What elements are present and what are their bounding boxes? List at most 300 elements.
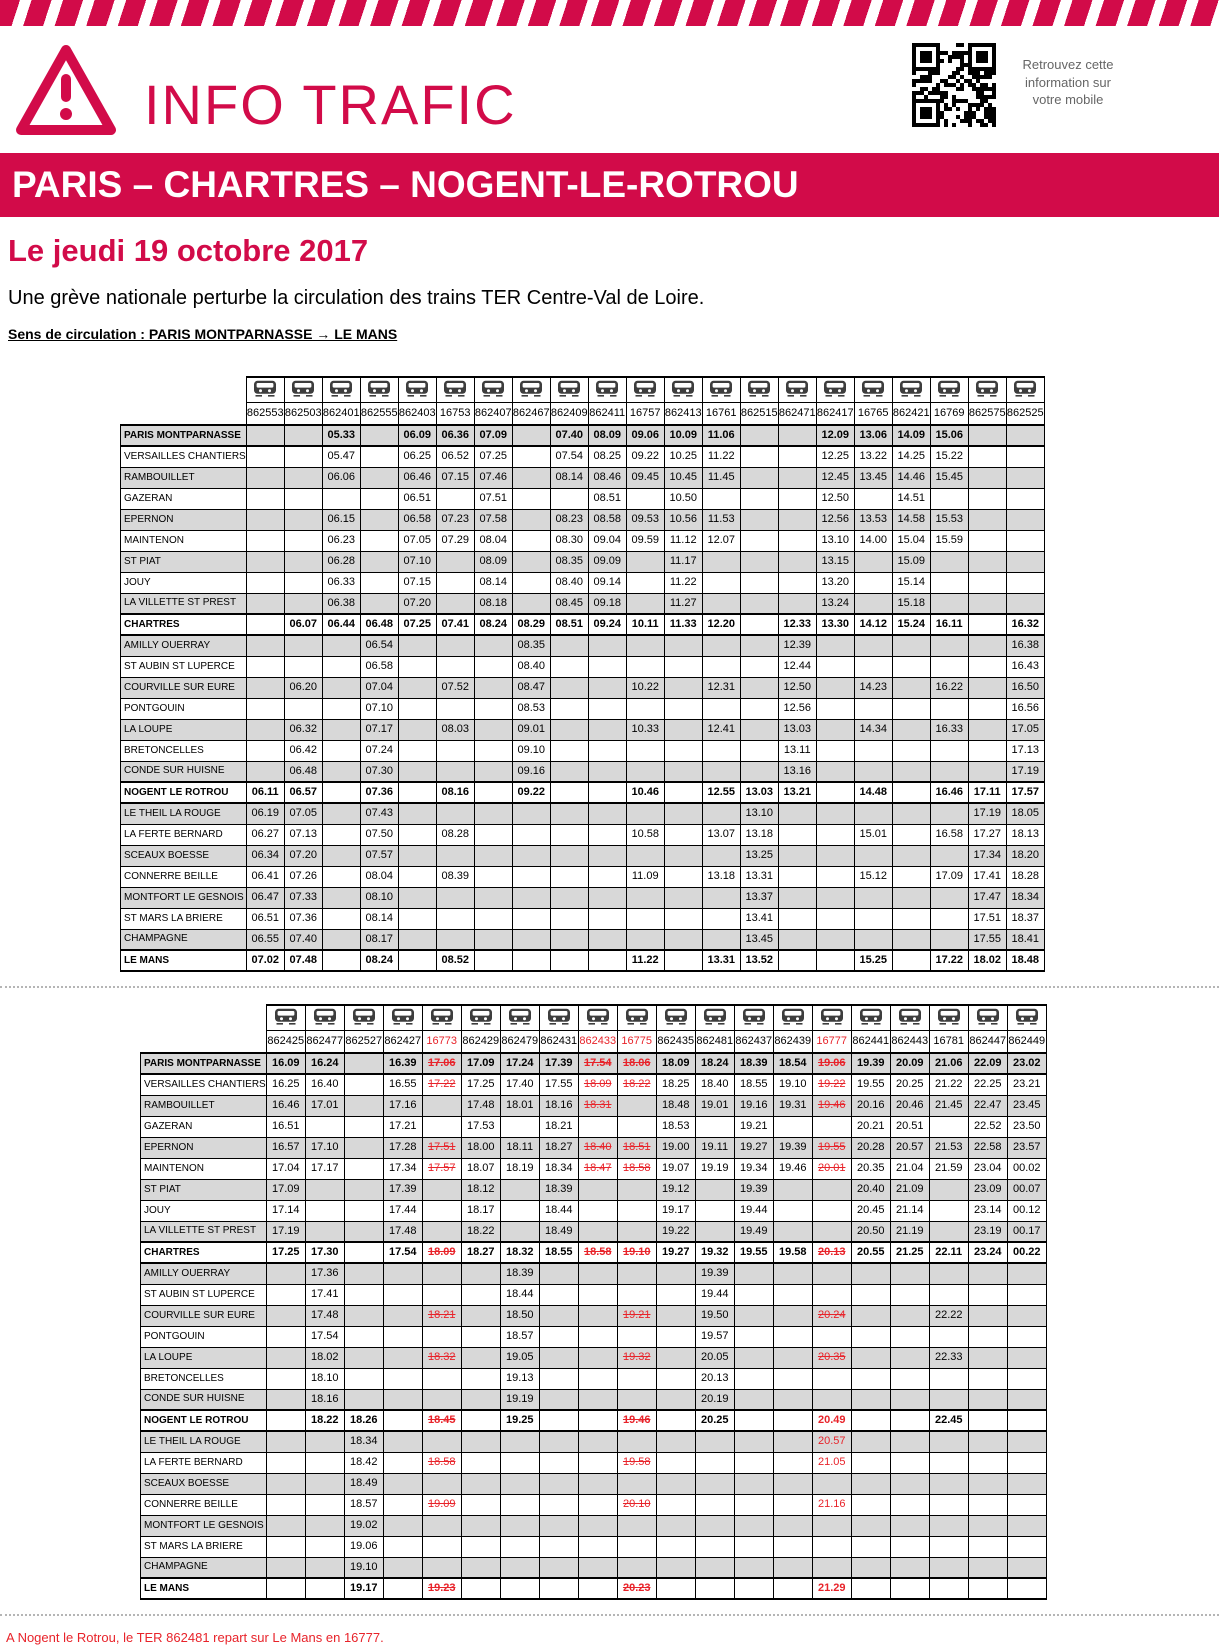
station-label: PONTGOUIN bbox=[141, 1326, 267, 1347]
time-cell: 13.18 bbox=[740, 824, 778, 845]
time-cell bbox=[734, 1410, 773, 1431]
time-cell bbox=[968, 740, 1006, 761]
station-row bbox=[121, 698, 1045, 719]
time-cell bbox=[930, 761, 968, 782]
station-row bbox=[141, 1284, 1047, 1305]
time-cell bbox=[890, 1326, 929, 1347]
station-label: MONTFORT LE GESNOIS bbox=[121, 887, 247, 908]
station-label: GAZERAN bbox=[141, 1116, 267, 1137]
time-cell bbox=[702, 593, 740, 614]
time-cell: 19.11 bbox=[695, 1137, 734, 1158]
time-cell: 20.09 bbox=[890, 1053, 929, 1074]
time-cell bbox=[1007, 1410, 1046, 1431]
time-cell bbox=[968, 551, 1006, 572]
time-cell bbox=[890, 1305, 929, 1326]
time-cell bbox=[422, 1284, 461, 1305]
time-cell: 19.58 bbox=[773, 1242, 812, 1263]
time-cell: 17.51 bbox=[422, 1137, 461, 1158]
time-cell bbox=[383, 1494, 422, 1515]
time-cell bbox=[773, 1368, 812, 1389]
time-cell bbox=[588, 803, 626, 824]
time-cell: 07.29 bbox=[436, 530, 474, 551]
time-cell bbox=[929, 1263, 968, 1284]
train-number: 862503 bbox=[284, 402, 322, 425]
time-cell bbox=[550, 866, 588, 887]
time-cell: 19.06 bbox=[344, 1536, 383, 1557]
time-cell: 22.58 bbox=[968, 1137, 1007, 1158]
time-cell bbox=[702, 656, 740, 677]
time-cell bbox=[398, 782, 436, 803]
time-cell bbox=[266, 1452, 305, 1473]
time-cell bbox=[854, 887, 892, 908]
time-cell: 00.07 bbox=[1007, 1179, 1046, 1200]
time-cell: 18.53 bbox=[656, 1116, 695, 1137]
time-cell bbox=[968, 1557, 1007, 1578]
time-cell bbox=[474, 824, 512, 845]
time-cell bbox=[550, 950, 588, 971]
time-cell bbox=[892, 740, 930, 761]
train-icon-cell bbox=[461, 1005, 500, 1030]
time-cell bbox=[539, 1452, 578, 1473]
time-cell bbox=[702, 551, 740, 572]
time-cell: 17.40 bbox=[500, 1074, 539, 1095]
time-cell bbox=[1006, 530, 1044, 551]
train-icon bbox=[481, 380, 505, 397]
time-cell: 06.06 bbox=[322, 467, 360, 488]
time-cell: 18.39 bbox=[734, 1053, 773, 1074]
time-cell: 18.09 bbox=[656, 1053, 695, 1074]
time-cell bbox=[305, 1431, 344, 1452]
time-cell bbox=[851, 1347, 890, 1368]
time-cell: 15.14 bbox=[892, 572, 930, 593]
time-cell: 18.50 bbox=[500, 1305, 539, 1326]
time-cell bbox=[695, 1473, 734, 1494]
time-cell bbox=[383, 1578, 422, 1599]
time-cell: 18.01 bbox=[500, 1095, 539, 1116]
time-cell bbox=[816, 950, 854, 971]
date-heading: Le jeudi 19 octobre 2017 bbox=[8, 233, 369, 268]
time-cell: 06.07 bbox=[284, 614, 322, 635]
train-icon-cell bbox=[929, 1005, 968, 1030]
time-cell: 14.25 bbox=[892, 446, 930, 467]
time-cell bbox=[702, 572, 740, 593]
time-cell: 19.12 bbox=[656, 1179, 695, 1200]
station-label: MAINTENON bbox=[141, 1158, 267, 1179]
station-label: ST PIAT bbox=[141, 1179, 267, 1200]
time-cell bbox=[695, 1578, 734, 1599]
time-cell bbox=[617, 1557, 656, 1578]
train-icon-cell bbox=[851, 1005, 890, 1030]
time-cell: 17.17 bbox=[305, 1158, 344, 1179]
time-cell: 17.16 bbox=[383, 1095, 422, 1116]
station-label: CHARTRES bbox=[121, 614, 247, 635]
time-cell: 20.25 bbox=[695, 1410, 734, 1431]
time-cell bbox=[778, 929, 816, 950]
time-cell bbox=[578, 1116, 617, 1137]
time-cell bbox=[398, 698, 436, 719]
train-number: 862449 bbox=[1007, 1030, 1046, 1053]
time-cell: 12.50 bbox=[778, 677, 816, 698]
time-cell: 06.44 bbox=[322, 614, 360, 635]
time-cell: 14.34 bbox=[854, 719, 892, 740]
train-icon-cell bbox=[1006, 377, 1044, 402]
time-cell bbox=[512, 929, 550, 950]
train-icon bbox=[664, 1008, 688, 1025]
train-icon-cell bbox=[1007, 1005, 1046, 1030]
time-cell: 09.14 bbox=[588, 572, 626, 593]
time-cell bbox=[246, 446, 284, 467]
time-cell bbox=[436, 488, 474, 509]
time-cell bbox=[968, 467, 1006, 488]
time-cell bbox=[578, 1410, 617, 1431]
time-cell: 18.13 bbox=[1006, 824, 1044, 845]
time-cell: 17.24 bbox=[500, 1053, 539, 1074]
time-cell bbox=[778, 530, 816, 551]
time-cell bbox=[500, 1200, 539, 1221]
time-cell: 19.09 bbox=[422, 1494, 461, 1515]
time-cell bbox=[322, 635, 360, 656]
time-cell bbox=[539, 1263, 578, 1284]
time-cell: 11.09 bbox=[626, 866, 664, 887]
time-cell bbox=[436, 635, 474, 656]
time-cell bbox=[588, 908, 626, 929]
station-row bbox=[141, 1305, 1047, 1326]
time-cell bbox=[664, 719, 702, 740]
train-number: 862429 bbox=[461, 1030, 500, 1053]
time-cell bbox=[344, 1221, 383, 1242]
time-cell bbox=[422, 1200, 461, 1221]
time-cell: 23.45 bbox=[1007, 1095, 1046, 1116]
time-cell bbox=[851, 1368, 890, 1389]
time-cell bbox=[383, 1305, 422, 1326]
time-cell bbox=[740, 551, 778, 572]
time-cell bbox=[500, 1179, 539, 1200]
time-cell bbox=[360, 509, 398, 530]
time-cell bbox=[500, 1557, 539, 1578]
time-cell bbox=[383, 1473, 422, 1494]
time-cell bbox=[656, 1557, 695, 1578]
station-label: CHAMPAGNE bbox=[121, 929, 247, 950]
time-cell bbox=[773, 1494, 812, 1515]
time-cell: 11.22 bbox=[626, 950, 664, 971]
time-cell bbox=[656, 1515, 695, 1536]
time-cell bbox=[422, 1179, 461, 1200]
time-cell bbox=[816, 782, 854, 803]
time-cell: 00.02 bbox=[1007, 1158, 1046, 1179]
time-cell bbox=[500, 1578, 539, 1599]
time-cell bbox=[512, 572, 550, 593]
time-cell: 07.48 bbox=[284, 950, 322, 971]
time-cell: 17.19 bbox=[1006, 761, 1044, 782]
time-cell: 17.06 bbox=[422, 1053, 461, 1074]
station-row bbox=[141, 1536, 1047, 1557]
time-cell: 19.17 bbox=[656, 1200, 695, 1221]
time-cell: 08.04 bbox=[474, 530, 512, 551]
time-cell: 16.46 bbox=[930, 782, 968, 803]
time-cell bbox=[626, 656, 664, 677]
station-row bbox=[121, 635, 1045, 656]
time-cell: 19.46 bbox=[773, 1158, 812, 1179]
station-label: CONDE SUR HUISNE bbox=[141, 1389, 267, 1410]
time-cell bbox=[398, 950, 436, 971]
time-cell bbox=[851, 1305, 890, 1326]
time-cell bbox=[305, 1473, 344, 1494]
time-cell bbox=[588, 824, 626, 845]
time-cell bbox=[892, 782, 930, 803]
time-cell bbox=[778, 446, 816, 467]
time-cell: 08.51 bbox=[550, 614, 588, 635]
time-cell bbox=[539, 1410, 578, 1431]
time-cell bbox=[398, 887, 436, 908]
time-cell: 19.55 bbox=[851, 1074, 890, 1095]
time-cell bbox=[422, 1221, 461, 1242]
time-cell bbox=[968, 509, 1006, 530]
time-cell: 08.10 bbox=[360, 887, 398, 908]
station-row bbox=[121, 656, 1045, 677]
time-cell bbox=[816, 635, 854, 656]
station-label: AMILLY OUERRAY bbox=[141, 1263, 267, 1284]
time-cell: 08.16 bbox=[436, 782, 474, 803]
time-cell: 19.01 bbox=[695, 1095, 734, 1116]
station-row bbox=[141, 1053, 1047, 1074]
time-cell bbox=[702, 488, 740, 509]
time-cell: 19.27 bbox=[656, 1242, 695, 1263]
time-cell bbox=[664, 782, 702, 803]
time-cell bbox=[383, 1389, 422, 1410]
time-cell bbox=[734, 1263, 773, 1284]
time-cell: 22.25 bbox=[968, 1074, 1007, 1095]
station-row bbox=[141, 1158, 1047, 1179]
time-cell bbox=[422, 1326, 461, 1347]
time-cell bbox=[854, 845, 892, 866]
time-cell: 19.21 bbox=[734, 1116, 773, 1137]
time-cell bbox=[246, 593, 284, 614]
time-cell: 18.02 bbox=[305, 1347, 344, 1368]
train-number: 862481 bbox=[695, 1030, 734, 1053]
time-cell bbox=[512, 488, 550, 509]
time-cell bbox=[890, 1410, 929, 1431]
time-cell: 17.04 bbox=[266, 1158, 305, 1179]
time-cell: 11.22 bbox=[664, 572, 702, 593]
time-cell: 17.54 bbox=[578, 1053, 617, 1074]
time-cell bbox=[578, 1536, 617, 1557]
train-icon-cell bbox=[422, 1005, 461, 1030]
time-cell: 20.01 bbox=[812, 1158, 851, 1179]
time-cell: 19.22 bbox=[656, 1221, 695, 1242]
time-cell: 17.09 bbox=[266, 1179, 305, 1200]
time-cell bbox=[344, 1158, 383, 1179]
train-icon-cell bbox=[474, 377, 512, 402]
time-cell bbox=[474, 929, 512, 950]
time-cell bbox=[322, 887, 360, 908]
station-row bbox=[141, 1515, 1047, 1536]
time-cell bbox=[617, 1116, 656, 1137]
time-cell: 17.27 bbox=[968, 824, 1006, 845]
time-cell bbox=[734, 1578, 773, 1599]
section-divider bbox=[0, 1614, 1219, 1616]
time-cell: 18.27 bbox=[539, 1137, 578, 1158]
time-cell bbox=[578, 1578, 617, 1599]
time-cell: 18.22 bbox=[461, 1221, 500, 1242]
time-cell bbox=[512, 908, 550, 929]
time-cell: 18.49 bbox=[539, 1221, 578, 1242]
time-cell bbox=[246, 551, 284, 572]
time-cell bbox=[816, 740, 854, 761]
time-cell: 10.45 bbox=[664, 467, 702, 488]
station-row bbox=[121, 761, 1045, 782]
time-cell bbox=[266, 1263, 305, 1284]
time-cell bbox=[854, 593, 892, 614]
time-cell bbox=[617, 1200, 656, 1221]
time-cell: 18.10 bbox=[305, 1368, 344, 1389]
time-cell bbox=[626, 572, 664, 593]
time-cell bbox=[816, 824, 854, 845]
time-cell bbox=[550, 761, 588, 782]
time-cell bbox=[854, 635, 892, 656]
time-cell bbox=[322, 845, 360, 866]
station-row bbox=[141, 1200, 1047, 1221]
time-cell bbox=[1007, 1389, 1046, 1410]
train-icon-cell bbox=[360, 377, 398, 402]
time-cell: 19.39 bbox=[734, 1179, 773, 1200]
time-cell: 06.54 bbox=[360, 635, 398, 656]
time-cell: 19.46 bbox=[812, 1095, 851, 1116]
time-cell bbox=[773, 1221, 812, 1242]
time-cell bbox=[812, 1263, 851, 1284]
time-cell bbox=[474, 677, 512, 698]
time-cell: 09.22 bbox=[512, 782, 550, 803]
station-label: JOUY bbox=[121, 572, 247, 593]
time-cell bbox=[422, 1263, 461, 1284]
time-cell bbox=[246, 719, 284, 740]
time-cell bbox=[851, 1326, 890, 1347]
time-cell: 07.13 bbox=[284, 824, 322, 845]
time-cell bbox=[461, 1536, 500, 1557]
time-cell bbox=[246, 677, 284, 698]
station-label: LA VILLETTE ST PREST bbox=[141, 1221, 267, 1242]
time-cell: 17.53 bbox=[461, 1116, 500, 1137]
time-cell: 10.11 bbox=[626, 614, 664, 635]
time-cell bbox=[284, 530, 322, 551]
train-icon-cell bbox=[968, 1005, 1007, 1030]
time-cell bbox=[929, 1431, 968, 1452]
station-row bbox=[121, 530, 1045, 551]
train-number: 862433 bbox=[578, 1030, 617, 1053]
time-cell: 19.32 bbox=[617, 1347, 656, 1368]
time-cell: 12.50 bbox=[816, 488, 854, 509]
time-cell bbox=[1007, 1263, 1046, 1284]
time-cell bbox=[305, 1200, 344, 1221]
time-cell: 18.27 bbox=[461, 1242, 500, 1263]
time-cell: 22.09 bbox=[968, 1053, 1007, 1074]
time-cell bbox=[664, 845, 702, 866]
time-cell: 23.02 bbox=[1007, 1053, 1046, 1074]
time-cell bbox=[702, 803, 740, 824]
time-cell bbox=[890, 1284, 929, 1305]
time-cell bbox=[656, 1410, 695, 1431]
time-cell bbox=[322, 929, 360, 950]
time-cell: 19.46 bbox=[617, 1410, 656, 1431]
time-cell bbox=[436, 740, 474, 761]
time-cell bbox=[617, 1473, 656, 1494]
time-cell bbox=[656, 1326, 695, 1347]
time-cell: 13.52 bbox=[740, 950, 778, 971]
time-cell bbox=[929, 1284, 968, 1305]
time-cell: 07.43 bbox=[360, 803, 398, 824]
train-number: 16773 bbox=[422, 1030, 461, 1053]
time-cell bbox=[266, 1536, 305, 1557]
train-icon bbox=[508, 1008, 532, 1025]
time-cell bbox=[436, 887, 474, 908]
time-cell bbox=[474, 635, 512, 656]
station-row bbox=[121, 866, 1045, 887]
time-cell bbox=[968, 425, 1006, 446]
train-icon-cell bbox=[550, 377, 588, 402]
time-cell: 13.18 bbox=[702, 866, 740, 887]
time-cell: 13.31 bbox=[740, 866, 778, 887]
time-cell: 11.06 bbox=[702, 425, 740, 446]
time-cell bbox=[734, 1515, 773, 1536]
time-cell bbox=[422, 1536, 461, 1557]
time-cell bbox=[588, 950, 626, 971]
time-cell bbox=[816, 929, 854, 950]
time-cell: 20.23 bbox=[617, 1578, 656, 1599]
time-cell bbox=[812, 1326, 851, 1347]
time-cell: 15.06 bbox=[930, 425, 968, 446]
time-cell bbox=[578, 1389, 617, 1410]
time-cell bbox=[322, 656, 360, 677]
time-cell: 00.22 bbox=[1007, 1242, 1046, 1263]
time-cell bbox=[512, 446, 550, 467]
time-cell bbox=[812, 1389, 851, 1410]
train-icon bbox=[937, 380, 961, 397]
time-cell bbox=[617, 1179, 656, 1200]
time-cell: 17.55 bbox=[968, 929, 1006, 950]
station-row bbox=[121, 740, 1045, 761]
time-cell: 17.55 bbox=[539, 1074, 578, 1095]
time-cell: 07.20 bbox=[398, 593, 436, 614]
train-icon bbox=[430, 1008, 454, 1025]
time-cell: 12.33 bbox=[778, 614, 816, 635]
time-cell: 18.55 bbox=[734, 1074, 773, 1095]
time-cell bbox=[968, 446, 1006, 467]
time-cell: 17.25 bbox=[266, 1242, 305, 1263]
time-cell: 19.44 bbox=[734, 1200, 773, 1221]
time-cell bbox=[734, 1494, 773, 1515]
station-row bbox=[121, 929, 1045, 950]
time-cell bbox=[929, 1179, 968, 1200]
time-cell bbox=[436, 656, 474, 677]
time-cell: 19.22 bbox=[812, 1074, 851, 1095]
time-cell: 13.03 bbox=[778, 719, 816, 740]
time-cell: 07.15 bbox=[436, 467, 474, 488]
time-cell bbox=[1007, 1305, 1046, 1326]
qr-caption: Retrouvez cette information sur votre mobile bbox=[1022, 57, 1114, 108]
train-icon-cell bbox=[854, 377, 892, 402]
time-cell: 18.09 bbox=[422, 1242, 461, 1263]
time-cell bbox=[812, 1179, 851, 1200]
time-cell bbox=[360, 488, 398, 509]
time-cell bbox=[778, 572, 816, 593]
time-cell: 13.11 bbox=[778, 740, 816, 761]
time-cell: 18.19 bbox=[500, 1158, 539, 1179]
time-cell bbox=[436, 572, 474, 593]
time-cell bbox=[512, 803, 550, 824]
time-cell bbox=[778, 551, 816, 572]
time-cell bbox=[929, 1557, 968, 1578]
time-cell bbox=[968, 1368, 1007, 1389]
time-cell bbox=[550, 887, 588, 908]
